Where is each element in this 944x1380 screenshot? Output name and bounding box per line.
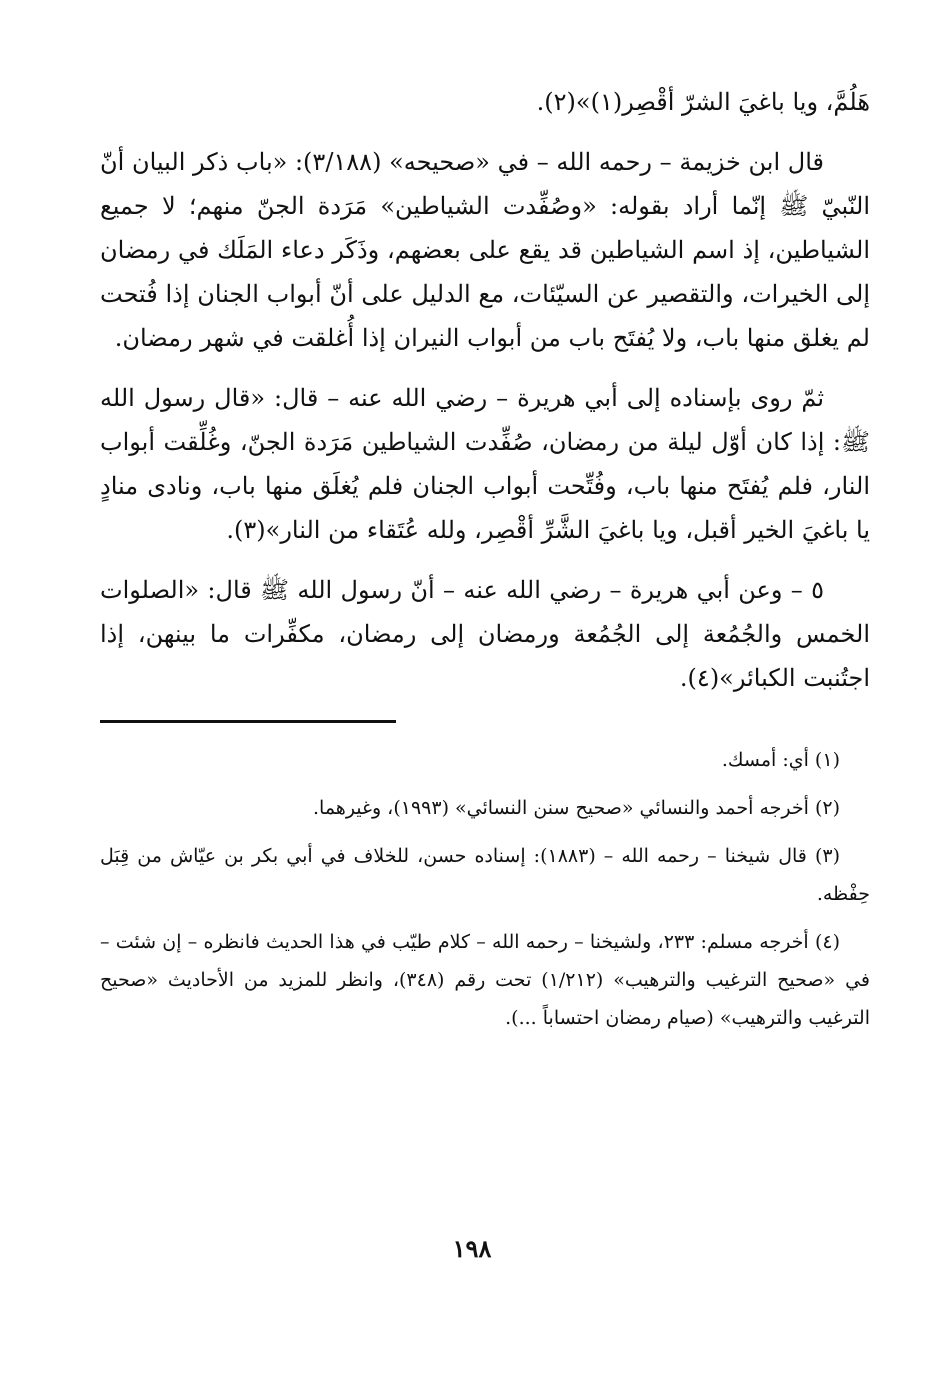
footnotes [100,741,870,1037]
page-number: ١٩٨ [452,1234,492,1263]
footnote-divider-wrap [100,716,870,733]
footnote-1: (١) أي: أمسك. [721,749,840,771]
footnote-3: (٣) قال شيخنا – رحمه الله – (١٨٨٣): إسناده حسن، للخلاف في أبي بكر بن عيّاش من قِبَل حِفْظه. [100,845,870,905]
book-page [100,80,870,1047]
footnote-4: (٤) أخرجه مسلم: ٢٣٣، ولشيخنا – رحمه الله – كلام طيّب في هذا الحديث فانظره – إن شئت – في «صحيح الترغيب والترهيب» (١/٢١٢) تحت رقم (٣٤٨)، وانظر للمزيد من الأحاديث «صحيح الترغيب والترهيب» (صيام رمضان احتساباً ...). [100,931,870,1029]
footnote-2: (٢) أخرجه أحمد والنسائي «صحيح سنن النسائي» (١٩٩٣)، وغيرهما. [312,797,840,819]
paragraph-hadith-five: ٥ – وعن أبي هريرة – رضي الله عنه – أنّ رسول الله ﷺ قال: «الصلوات الخمس والجُمُعة إلى الجُمُعة ورمضان إلى رمضان، مكفِّرات ما بينهن، إذا اجتُنبت الكبائر»(٤). [100,576,870,692]
paragraph-hadith-abu-hurayrah: ثمّ روى بإسناده إلى أبي هريرة – رضي الله عنه – قال: «قال رسول الله ﷺ: إذا كان أوّل ليلة من رمضان، صُفِّدت الشياطين مَرَدة الجنّ، وغُلِّقت أبواب النار، فلم يُفتَح منها باب، وفُتِّحت أبواب الجنان فلم يُغلَق منها باب، ونادى منادٍ يا باغيَ الخير أقبل، ويا باغيَ الشَّرِّ أقْصِر، ولله عُتَقاء من النار»(٣). [100,384,870,544]
paragraph-ibn-khuzaymah: قال ابن خزيمة – رحمه الله – في «صحيحه» (٣/١٨٨): «باب ذكر البيان أنّ النّبيّ ﷺ إنّما أراد بقوله: «وصُفِّدت الشياطين» مَرَدة الجنّ منهم؛ لا جميع الشياطين، إذ اسم الشياطين قد يقع على بعضهم، وذَكَر دعاء المَلَك في رمضان إلى الخيرات، والتقصير عن السيّئات، مع الدليل على أنّ أبواب الجنان إذا فُتحت لم يغلق منها باب، ولا يُفتَح باب من أبواب النيران إذا أُغلقت في شهر رمضان. [100,148,870,352]
footnote-divider [100,720,396,723]
paragraph-continuation: هَلُمَّ، ويا باغيَ الشرّ أقْصِر(١)»(٢). [536,88,870,116]
main-text [100,80,870,700]
